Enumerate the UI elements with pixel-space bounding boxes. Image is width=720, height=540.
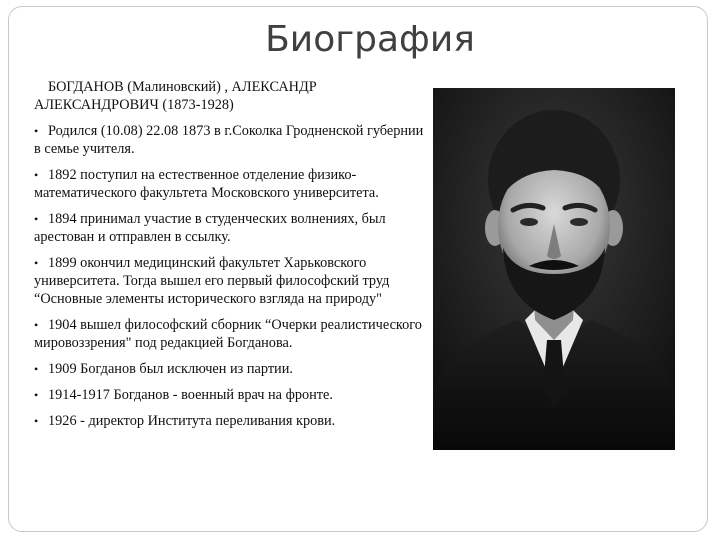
bullet-item-1894	[34, 210, 424, 246]
portrait-illustration	[433, 88, 675, 450]
slide-title: Биография	[265, 19, 475, 60]
bullet-text: 1914-1917 Богданов - военный врач на фронте.	[48, 387, 333, 403]
bullet-item-1909	[34, 360, 424, 378]
bullet-icon: •	[34, 318, 39, 332]
intro-paragraph: БОГДАНОВ (Малиновский) , АЛЕКСАНДР АЛЕКСАНДРОВИЧ (1873-1928)	[34, 79, 317, 113]
bullet-icon: •	[34, 388, 39, 402]
bullet-list	[34, 122, 424, 430]
bullet-item-1892	[34, 166, 424, 202]
bullet-item-1899	[34, 254, 424, 308]
bullet-item-1926	[34, 412, 424, 430]
bullet-text: 1909 Богданов был исключен из партии.	[48, 361, 293, 377]
bullet-text: 1892 поступил на естественное отделение физико-математического факультета Московского университета.	[34, 167, 379, 201]
bullet-text: 1894 принимал участие в студенческих волнениях, был арестован и отправлен в ссылку.	[34, 211, 386, 245]
bullet-item-1914	[34, 386, 424, 404]
bullet-item-birth	[34, 122, 424, 158]
bullet-icon: •	[34, 362, 39, 376]
bullet-icon: •	[34, 168, 39, 182]
bullet-text: 1904 вышел философский сборник “Очерки реалистического мировоззрения" под редакцией Богданова.	[34, 317, 422, 351]
portrait-photo	[433, 88, 675, 450]
bullet-text: 1899 окончил медицинский факультет Харьковского университета. Тогда вышел его первый философский труд “Основные элементы исторического взгляда на природу"	[34, 255, 390, 307]
bullet-text: Родился (10.08) 22.08 1873 в г.Соколка Гродненской губернии в семье учителя.	[34, 123, 424, 157]
bullet-text: 1926 - директор Института переливания крови.	[48, 413, 336, 429]
bullet-icon: •	[34, 256, 39, 270]
bullet-item-1904	[34, 316, 424, 352]
biography-text	[34, 78, 424, 438]
bullet-icon: •	[34, 212, 39, 226]
bullet-icon: •	[34, 124, 39, 138]
bullet-icon: •	[34, 414, 39, 428]
